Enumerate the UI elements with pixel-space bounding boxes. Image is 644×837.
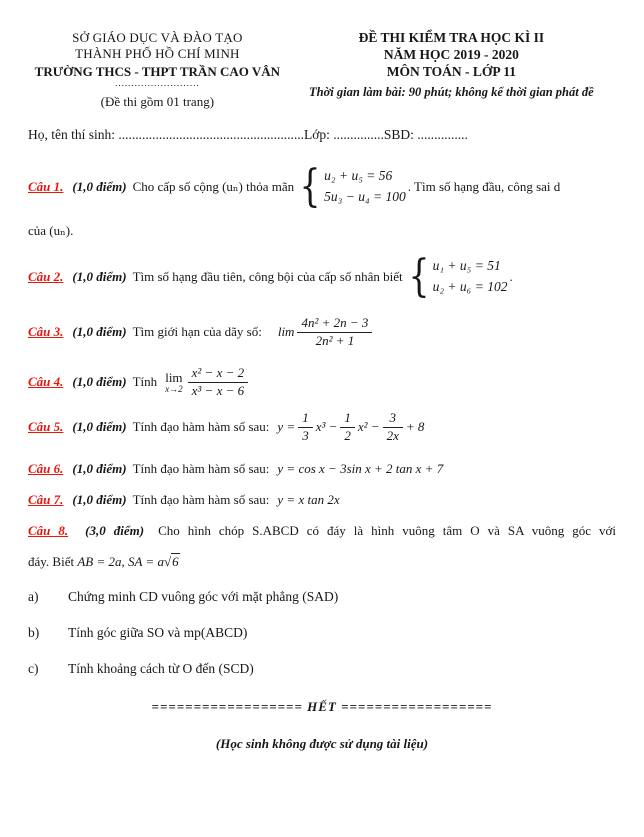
candidate-name-field: ....................................................... xyxy=(118,127,304,142)
radical-sign: √ xyxy=(163,553,172,569)
question-6-points: (1,0 điểm) xyxy=(72,460,127,476)
question-6-expression: y = cos x − 3sin x + 2 tan x + 7 xyxy=(277,460,444,476)
school-year: NĂM HỌC 2019 - 2020 xyxy=(383,46,519,62)
question-5-points: (1,0 điểm) xyxy=(72,419,127,435)
radicand: 6 xyxy=(172,553,179,569)
expression-head: y = xyxy=(277,419,296,435)
question-6-text: Tính đạo hàm hàm số sau: xyxy=(132,460,270,476)
subject-grade: MÔN TOÁN - LỚP 11 xyxy=(386,63,516,79)
square-root-expression xyxy=(164,553,180,569)
question-1-equation-system xyxy=(296,160,406,212)
question-3 xyxy=(28,316,616,349)
question-3-text: Tìm giới hạn của dãy số: xyxy=(132,324,262,340)
question-1-equation-2: 5u₃ − u₄ = 100 xyxy=(324,188,406,204)
limit-operator-with-subscript xyxy=(165,371,183,394)
question-7-expression: y = x tan 2x xyxy=(277,492,340,507)
question-3-number: Câu 3. xyxy=(28,324,64,340)
subitem-text: Tính khoảng cách từ O đến (SCD) xyxy=(68,660,254,676)
question-6-line xyxy=(28,461,616,477)
fraction-denominator: 2n² + 1 xyxy=(297,332,372,349)
left-brace: { xyxy=(299,160,321,212)
question-4-number: Câu 4. xyxy=(28,374,64,390)
question-4 xyxy=(28,366,616,399)
question-1-text: Cho cấp số cộng (uₙ) thỏa mãn xyxy=(132,178,295,194)
page-count-note: (Đề thi gồm 01 trang) xyxy=(100,93,215,109)
fraction-numerator: 4n² + 2n − 3 xyxy=(301,315,369,331)
question-4-line xyxy=(28,366,616,399)
fraction-one-half xyxy=(340,411,355,444)
question-8 xyxy=(28,523,616,677)
question-8-subitem-c xyxy=(28,661,616,678)
question-8-text-line-1: Cho hình chóp S.ABCD có đáy là hình vuông tâm O và SA vuông góc với xyxy=(158,523,617,539)
question-2-number: Câu 2. xyxy=(28,269,64,284)
question-2-equation-2: u₂ + u₆ = 102 xyxy=(432,279,508,295)
limit-operator: lim xyxy=(277,324,295,340)
question-3-fraction xyxy=(297,316,372,349)
question-7-number: Câu 7. xyxy=(28,492,64,507)
fraction-three-over-2x xyxy=(383,411,403,444)
question-2-text-after: . xyxy=(509,269,513,284)
question-7 xyxy=(28,492,616,508)
city-name: THÀNH PHỐ HỒ CHÍ MINH xyxy=(75,46,240,62)
question-2-text: Tìm số hạng đầu tiên, công bội của cấp số nhân biết xyxy=(132,269,403,284)
fraction-denominator: 2 xyxy=(340,427,355,444)
subitem-marker: c) xyxy=(28,660,39,676)
fraction-numerator: 3 xyxy=(389,409,396,425)
fraction-denominator: 2x xyxy=(383,427,403,444)
fraction-one-third xyxy=(298,411,313,444)
question-2-line xyxy=(28,251,616,303)
fraction-denominator: 3 xyxy=(298,427,313,444)
question-1-line-2: của (uₙ). xyxy=(28,222,74,238)
question-5-text: Tính đạo hàm hàm số sau: xyxy=(132,419,270,435)
question-8-text-line-2: đáy. Biết xyxy=(28,553,75,569)
question-2-equation-1: u₁ + u₅ = 51 xyxy=(432,258,501,274)
header-school-block xyxy=(28,30,287,110)
expression-tail: + 8 xyxy=(405,419,425,435)
question-1-points: (1,0 điểm) xyxy=(72,178,127,194)
duration-note: Thời gian làm bài: 90 phút; không kể thời gian phát đề xyxy=(309,84,594,99)
question-2-equation-system xyxy=(405,251,508,303)
question-8-number: Câu 8. xyxy=(28,523,69,539)
fraction-numerator: 1 xyxy=(302,409,309,425)
fraction-numerator: x² − x − 2 xyxy=(191,365,245,380)
question-6 xyxy=(28,461,616,477)
header-dotted-divider: .......................... xyxy=(115,77,200,88)
question-3-points: (1,0 điểm) xyxy=(72,324,127,340)
question-5-number: Câu 5. xyxy=(28,419,64,435)
question-8-line-2 xyxy=(28,554,616,570)
header-exam-block xyxy=(287,30,616,110)
subitem-text: Chứng minh CD vuông góc với mặt phẳng (SAD) xyxy=(68,588,339,604)
class-field: ............... xyxy=(333,127,384,142)
limit-word: lim xyxy=(165,370,183,386)
no-materials-note: (Học sinh không được sử dụng tài liệu) xyxy=(215,735,429,751)
header xyxy=(28,30,616,110)
question-1-equation-1: u₂ + u₅ = 56 xyxy=(324,167,393,183)
limit-subscript: x→2 xyxy=(165,383,183,394)
expression-term-1: x³ − xyxy=(315,419,338,435)
divider-equals-right: ================== xyxy=(341,699,493,715)
question-7-points: (1,0 điểm) xyxy=(72,492,127,507)
question-3-line xyxy=(28,316,616,349)
sbd-label: SBD: xyxy=(383,127,414,142)
question-8-given-equation: AB = 2a, SA = a xyxy=(77,553,164,569)
question-5-line xyxy=(28,411,616,444)
question-2-points: (1,0 điểm) xyxy=(72,269,127,284)
school-name: TRƯỜNG THCS - THPT TRẦN CAO VÂN xyxy=(34,63,281,79)
question-4-points: (1,0 điểm) xyxy=(72,374,127,390)
question-6-number: Câu 6. xyxy=(28,460,64,476)
subitem-marker: a) xyxy=(28,588,39,604)
end-of-exam-divider xyxy=(28,699,616,715)
department-name: SỞ GIÁO DỤC VÀ ĐÀO TẠO xyxy=(72,30,243,45)
question-1 xyxy=(28,160,616,239)
question-1-line-1 xyxy=(28,160,616,212)
divider-equals-left: ================== xyxy=(151,699,303,715)
end-word: HẾT xyxy=(307,699,337,715)
candidate-info-line xyxy=(28,127,616,144)
question-7-text: Tính đạo hàm hàm số sau: xyxy=(132,492,270,507)
subitem-marker: b) xyxy=(28,624,40,640)
question-8-subitem-b xyxy=(28,625,616,642)
question-1-text-after: . Tìm số hạng đầu, công sai d xyxy=(407,178,561,194)
question-5 xyxy=(28,411,616,444)
exam-title: ĐỀ THI KIỂM TRA HỌC KÌ II xyxy=(358,30,545,45)
fraction-numerator: 1 xyxy=(344,409,351,425)
subitem-text: Tính góc giữa SO và mp(ABCD) xyxy=(68,624,248,640)
question-8-points: (3,0 điểm) xyxy=(85,523,145,539)
left-brace: { xyxy=(408,251,430,303)
question-4-fraction xyxy=(188,366,248,399)
question-8-line-1 xyxy=(28,523,616,539)
question-4-text: Tính xyxy=(132,374,158,390)
question-8-subitem-a xyxy=(28,589,616,606)
question-7-line xyxy=(28,492,616,508)
class-label: Lớp: xyxy=(304,127,330,142)
candidate-name-label: Họ, tên thí sinh: xyxy=(28,127,115,142)
question-2 xyxy=(28,251,616,303)
sbd-field: ............... xyxy=(417,127,468,142)
expression-term-2: x² − xyxy=(357,419,380,435)
fraction-denominator: x³ − x − 6 xyxy=(188,382,248,399)
question-1-number: Câu 1. xyxy=(28,178,64,194)
